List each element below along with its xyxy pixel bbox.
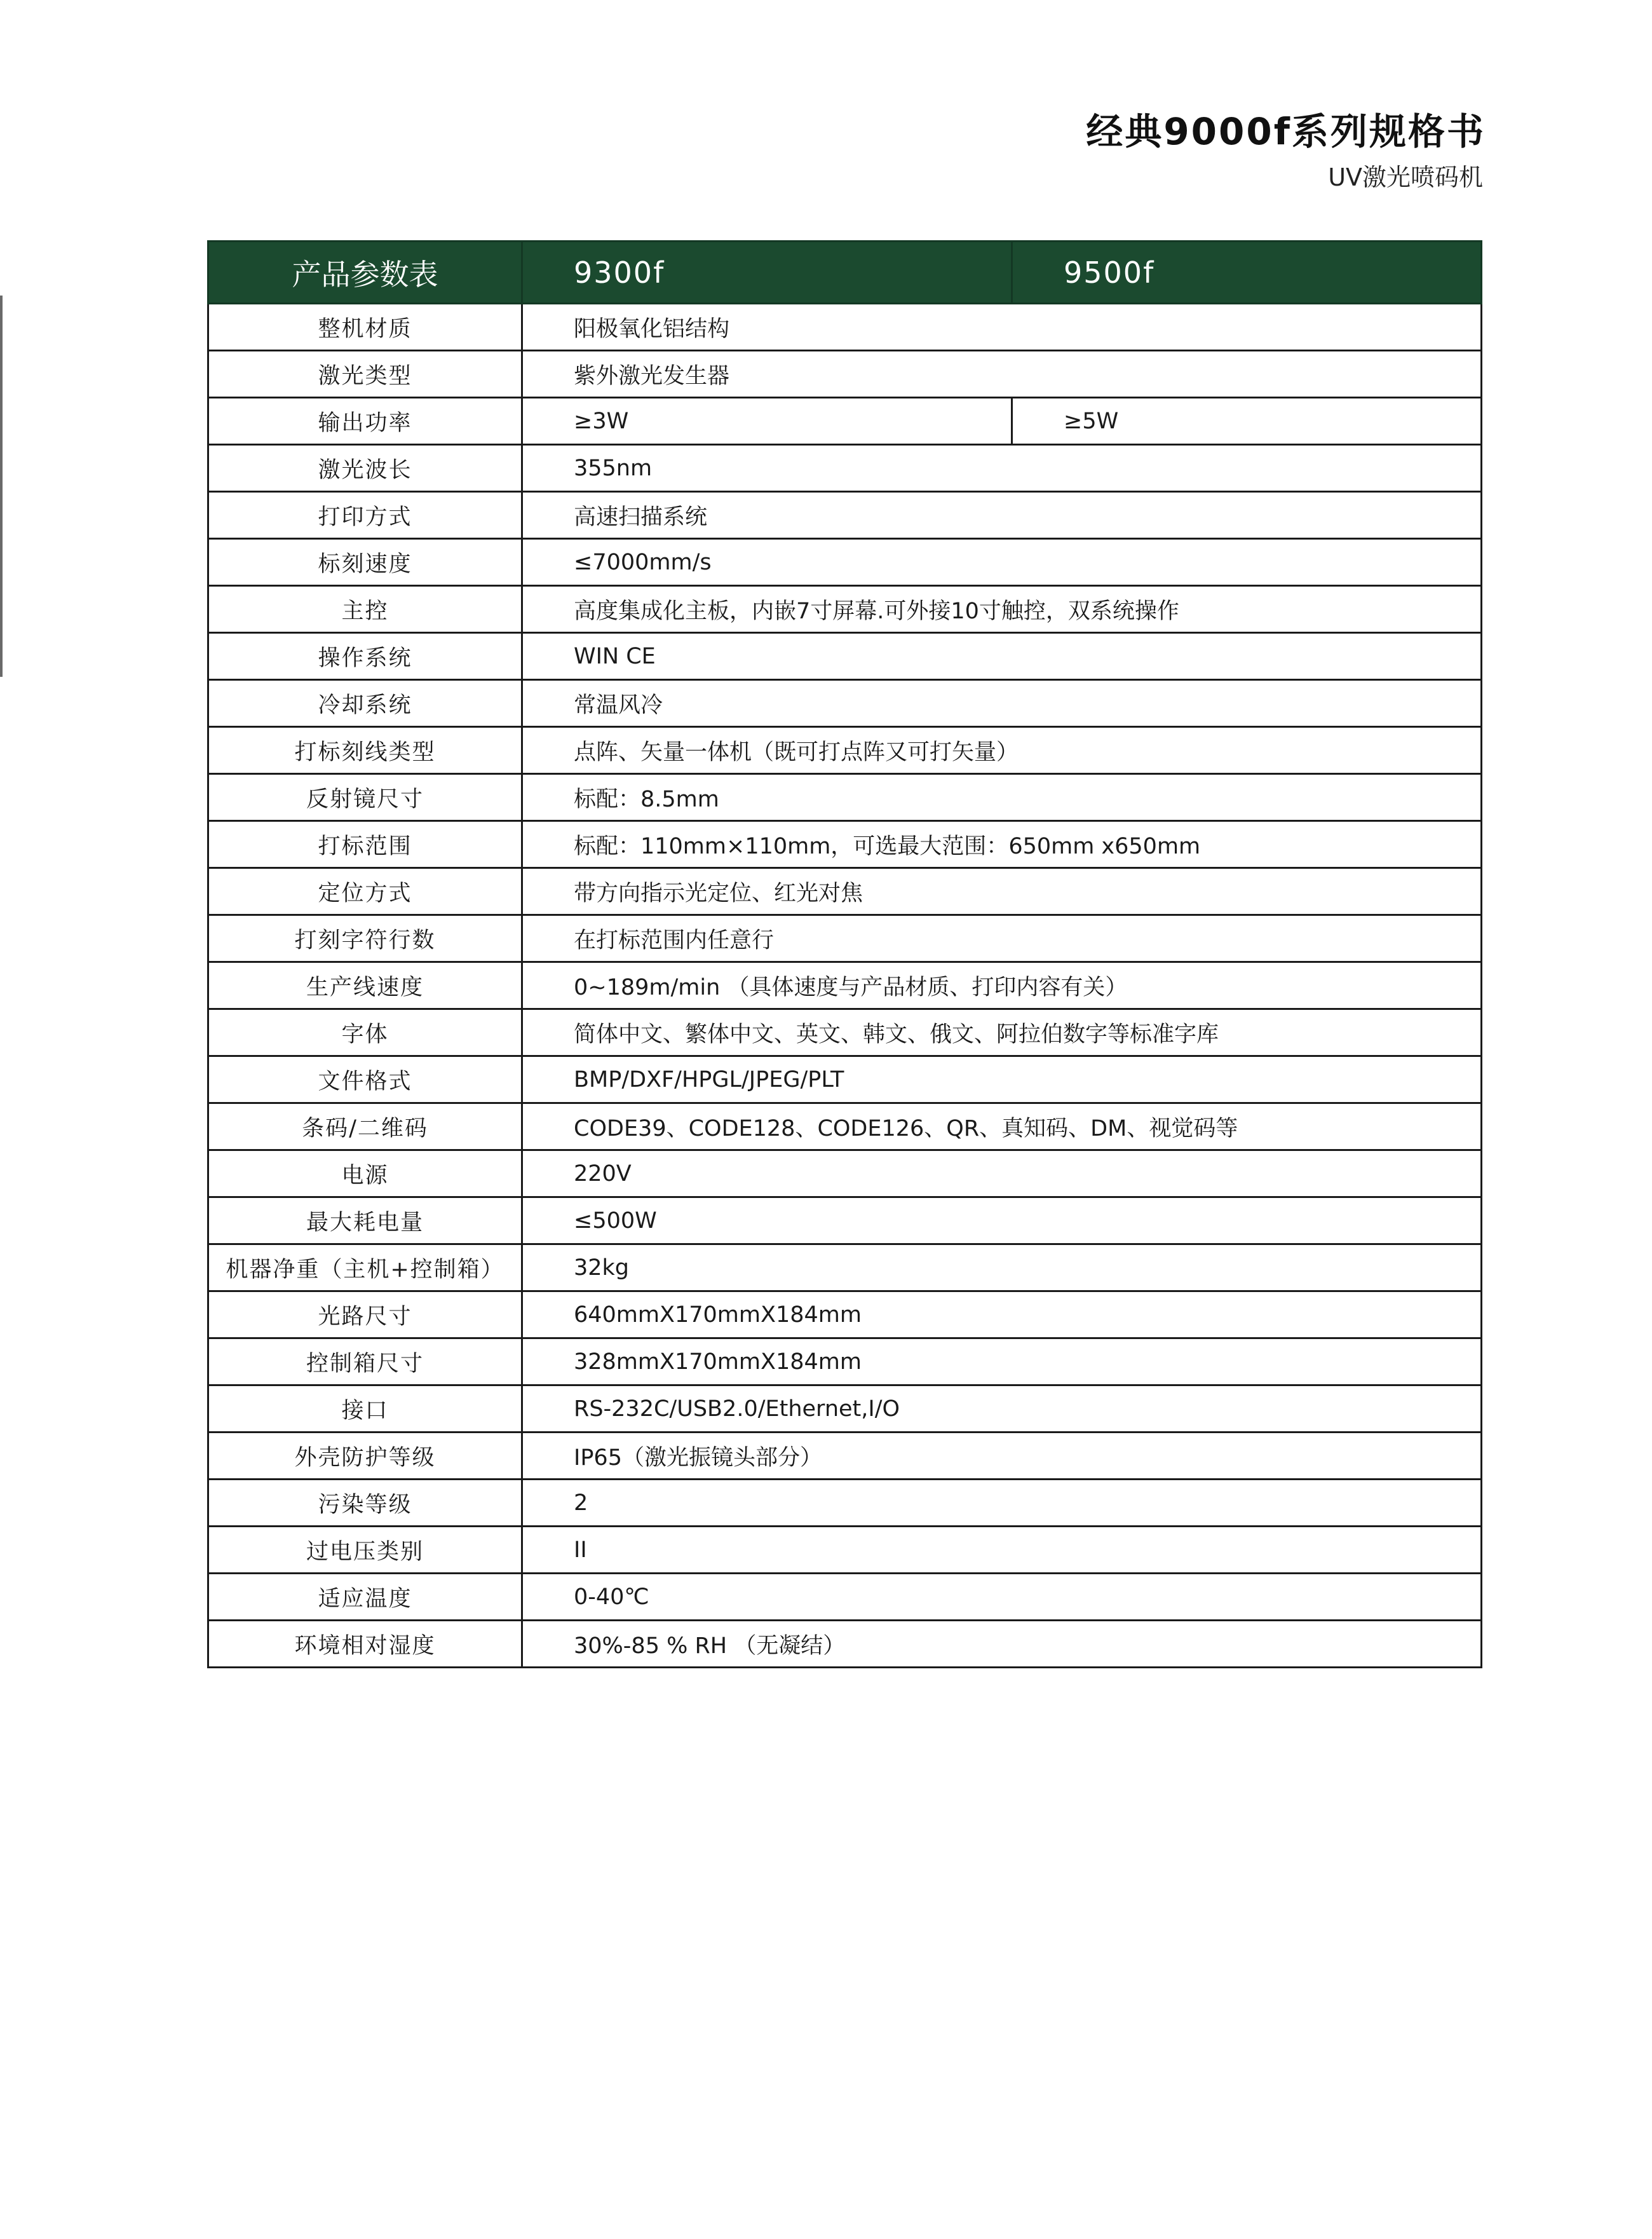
spec-table xyxy=(207,240,1482,1668)
param-value-cell: 355nm xyxy=(522,445,1482,492)
param-value-cell: 0~189m/min （具体速度与产品材质、打印内容有关） xyxy=(522,962,1482,1009)
param-label-cell: 外壳防护等级 xyxy=(208,1433,522,1480)
param-value-cell: BMP/DXF/HPGL/JPEG/PLT xyxy=(522,1056,1482,1103)
table-row xyxy=(208,727,1482,774)
table-row xyxy=(208,1480,1482,1527)
param-label-cell: 冷却系统 xyxy=(208,680,522,727)
table-row xyxy=(208,1009,1482,1056)
param-value-cell: WIN CE xyxy=(522,633,1482,680)
param-label-cell: 控制箱尺寸 xyxy=(208,1338,522,1385)
param-label-cell: 打标范围 xyxy=(208,821,522,868)
param-value-cell: 标配：8.5mm xyxy=(522,774,1482,821)
param-value-cell: RS-232C/USB2.0/Ethernet,I/O xyxy=(522,1385,1482,1433)
param-value-cell: 32kg xyxy=(522,1244,1482,1291)
table-row xyxy=(208,1621,1482,1668)
param-label-cell: 打刻字符行数 xyxy=(208,915,522,962)
table-header-row xyxy=(208,242,1482,304)
param-label-cell: 条码/二维码 xyxy=(208,1103,522,1150)
param-label-cell: 污染等级 xyxy=(208,1480,522,1527)
table-row xyxy=(208,304,1482,351)
param-value-cell: 640mmX170mmX184mm xyxy=(522,1291,1482,1338)
param-label-cell: 操作系统 xyxy=(208,633,522,680)
param-value-cell: II xyxy=(522,1527,1482,1574)
spec-table-body xyxy=(208,242,1482,1668)
param-value-cell: 标配：110mm×110mm，可选最大范围：650mm x650mm xyxy=(522,821,1482,868)
table-row xyxy=(208,351,1482,398)
param-label-cell: 主控 xyxy=(208,586,522,633)
table-row xyxy=(208,398,1482,445)
header-model-9500f: 9500f xyxy=(1012,242,1482,304)
table-row xyxy=(208,1244,1482,1291)
param-label-cell: 字体 xyxy=(208,1009,522,1056)
param-label-cell: 输出功率 xyxy=(208,398,522,445)
table-row xyxy=(208,1056,1482,1103)
table-row xyxy=(208,539,1482,586)
param-value-cell: 带方向指示光定位、红光对焦 xyxy=(522,868,1482,915)
table-row xyxy=(208,1527,1482,1574)
table-row xyxy=(208,586,1482,633)
param-value-9500f-cell: ≥5W xyxy=(1012,398,1482,445)
param-value-cell: IP65（激光振镜头部分） xyxy=(522,1433,1482,1480)
param-label-cell: 过电压类别 xyxy=(208,1527,522,1574)
param-value-cell: ≤500W xyxy=(522,1197,1482,1244)
param-label-cell: 标刻速度 xyxy=(208,539,522,586)
param-value-cell: 高度集成化主板，内嵌7寸屏幕.可外接10寸触控，双系统操作 xyxy=(522,586,1482,633)
header-label-cell: 产品参数表 xyxy=(208,242,522,304)
param-value-cell: 高速扫描系统 xyxy=(522,492,1482,539)
param-label-cell: 定位方式 xyxy=(208,868,522,915)
table-row xyxy=(208,821,1482,868)
param-value-cell: 紫外激光发生器 xyxy=(522,351,1482,398)
param-label-cell: 接口 xyxy=(208,1385,522,1433)
param-label-cell: 环境相对湿度 xyxy=(208,1621,522,1668)
param-value-cell: ≤7000mm/s xyxy=(522,539,1482,586)
table-row xyxy=(208,633,1482,680)
param-value-cell: 阳极氧化铝结构 xyxy=(522,304,1482,351)
param-value-cell: CODE39、CODE128、CODE126、QR、真知码、DM、视觉码等 xyxy=(522,1103,1482,1150)
param-value-cell: 简体中文、繁体中文、英文、韩文、俄文、阿拉伯数字等标准字库 xyxy=(522,1009,1482,1056)
table-row xyxy=(208,1385,1482,1433)
param-label-cell: 适应温度 xyxy=(208,1574,522,1621)
table-row xyxy=(208,492,1482,539)
table-row xyxy=(208,1103,1482,1150)
param-value-cell: 点阵、矢量一体机（既可打点阵又可打矢量） xyxy=(522,727,1482,774)
table-row xyxy=(208,445,1482,492)
table-row xyxy=(208,1574,1482,1621)
param-label-cell: 最大耗电量 xyxy=(208,1197,522,1244)
table-row xyxy=(208,1291,1482,1338)
table-row xyxy=(208,680,1482,727)
param-value-cell: 328mmX170mmX184mm xyxy=(522,1338,1482,1385)
param-label-cell: 整机材质 xyxy=(208,304,522,351)
table-row xyxy=(208,962,1482,1009)
table-row xyxy=(208,1150,1482,1197)
param-value-9300f-cell: ≥3W xyxy=(522,398,1012,445)
param-value-cell: 常温风冷 xyxy=(522,680,1482,727)
param-label-cell: 电源 xyxy=(208,1150,522,1197)
param-value-cell: 220V xyxy=(522,1150,1482,1197)
header-model-9300f: 9300f xyxy=(522,242,1012,304)
param-label-cell: 激光类型 xyxy=(208,351,522,398)
page-edge-shadow xyxy=(0,296,3,677)
param-value-cell: 0-40℃ xyxy=(522,1574,1482,1621)
param-label-cell: 机器净重（主机+控制箱） xyxy=(208,1244,522,1291)
param-value-cell: 30%-85 % RH （无凝结） xyxy=(522,1621,1482,1668)
param-value-cell: 2 xyxy=(522,1480,1482,1527)
param-label-cell: 生产线速度 xyxy=(208,962,522,1009)
table-row xyxy=(208,1433,1482,1480)
table-row xyxy=(208,1338,1482,1385)
document-subtitle: UV激光喷码机 xyxy=(1328,163,1483,191)
param-value-cell: 在打标范围内任意行 xyxy=(522,915,1482,962)
table-row xyxy=(208,915,1482,962)
document-title: 经典9000f系列规格书 xyxy=(1086,110,1486,153)
param-label-cell: 文件格式 xyxy=(208,1056,522,1103)
param-label-cell: 反射镜尺寸 xyxy=(208,774,522,821)
param-label-cell: 激光波长 xyxy=(208,445,522,492)
param-label-cell: 打印方式 xyxy=(208,492,522,539)
table-row xyxy=(208,774,1482,821)
param-label-cell: 光路尺寸 xyxy=(208,1291,522,1338)
param-label-cell: 打标刻线类型 xyxy=(208,727,522,774)
table-row xyxy=(208,1197,1482,1244)
table-row xyxy=(208,868,1482,915)
